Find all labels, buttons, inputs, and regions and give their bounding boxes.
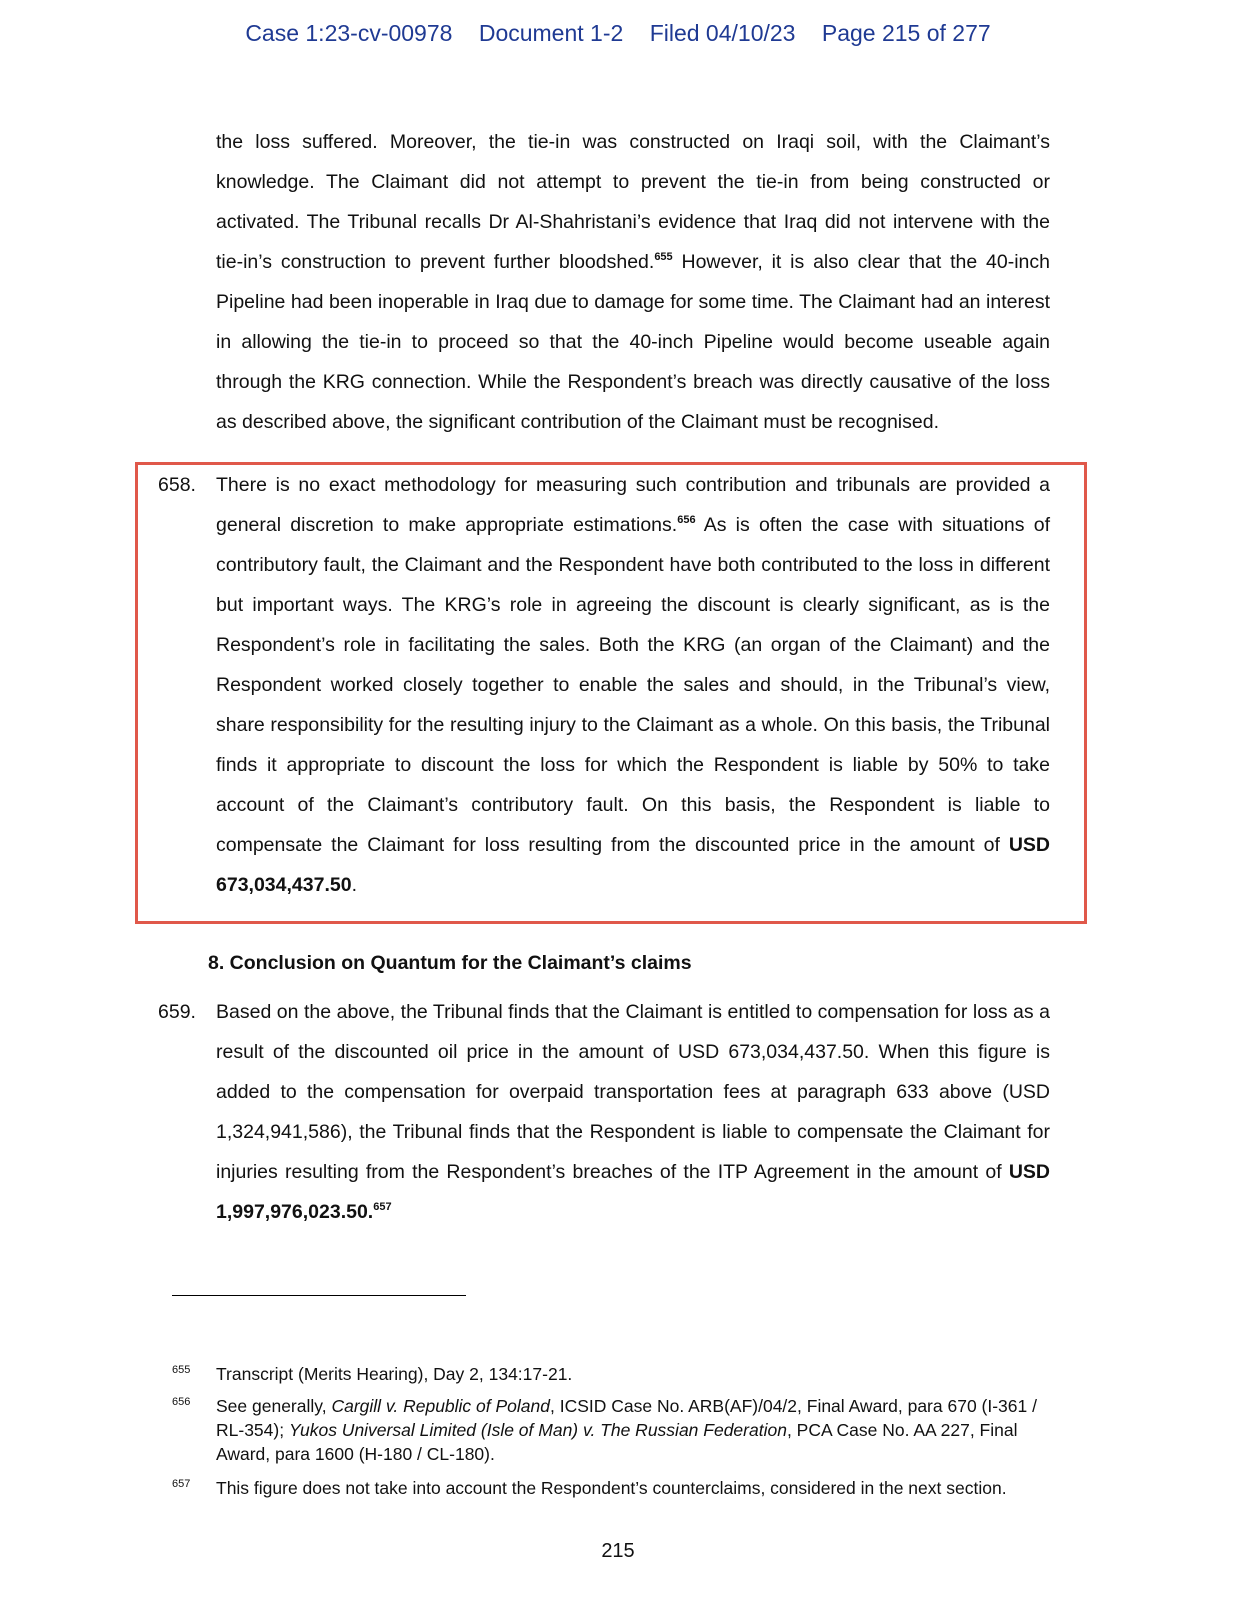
footnote-656: See generally, Cargill v. Republic of Poland, ICSID Case No. ARB(AF)/04/2, Final Award, para 670 (I-361 / RL-354); Yukos Universal Limited (Isle of Man) v. The Russian Federation, PCA Case No. AA 227, Final Award, para 1600 (H-180 / CL-180). <box>216 1396 1037 1464</box>
case-header <box>0 20 1236 47</box>
footnote-number-657: 657 <box>172 1478 191 1490</box>
paragraph-number-659: 659. <box>158 1001 196 1023</box>
paragraph-659: Based on the above, the Tribunal finds that the Claimant is entitled to compensation for loss as a result of the discounted oil price in the amount of USD 673,034,437.50. When this figure is added to the compensation for overpaid transportation fees at paragraph 633 above (USD 1,324,941,586), the Tribunal finds that the Respondent is liable to compensate the Claimant for injuries resulting from the Respondent’s breaches of the ITP Agreement in the amount of USD 1,997,976,023.50.$^{657}$ <box>216 1001 1050 1223</box>
case-number: Case 1:23-cv-00978 <box>245 20 453 46</box>
document-number: Document 1-2 <box>478 20 624 46</box>
footnote-number-655: 655 <box>172 1364 191 1376</box>
footnote-655: Transcript (Merits Hearing), Day 2, 134:17-21. <box>216 1364 573 1384</box>
footnote-ref-657[interactable]: 657 <box>373 1201 392 1213</box>
filed-date: Filed 04/10/23 <box>649 20 796 46</box>
footnote-number-656: 656 <box>172 1396 191 1408</box>
footnote-ref-656[interactable]: 656 <box>677 514 696 526</box>
page-indicator: Page 215 of 277 <box>821 20 991 46</box>
amount-658: USD 673,034,437.50 <box>216 834 1050 896</box>
paragraph-658: There is no exact methodology for measuring such contribution and tribunals are provided a general discretion to make appropriate estimations.$^{656}$ As is often the case with situations of contributory fault, the Claimant and the Respondent have both contributed to the loss in different but important ways. The KRG’s role in agreeing the discount is clearly significant, as is the Respondent’s role in facilitating the sales. Both the KRG (an organ of the Claimant) and the Respondent worked closely together to enable the sales and should, in the Tribunal’s view, share responsibility for the resulting injury to the Claimant as a whole. On this basis, the Tribunal finds it appropriate to discount the loss for which the Respondent is liable by 50% to take account of the Claimant’s contributory fault. On this basis, the Respondent is liable to compensate the Claimant for loss resulting from the discounted price in the amount of USD 673,034,437.50. <box>216 474 1050 896</box>
case-citation-yukos: Yukos Universal Limited (Isle of Man) v. The Russian Federation <box>288 1420 787 1440</box>
amount-659: USD 1,997,976,023.50. <box>216 1161 1050 1223</box>
footnote-separator <box>172 1295 466 1296</box>
section-heading: 8. Conclusion on Quantum for the Claimant’s claims <box>208 952 692 974</box>
paragraph-number-658: 658. <box>158 474 196 496</box>
paragraph-continued: the loss suffered. Moreover, the tie-in was constructed on Iraqi soil, with the Claimant’s knowledge. The Claimant did not attempt to prevent the tie-in from being constructed or activated. The Tribunal recalls Dr Al-Shahristani’s evidence that Iraq did not intervene with the tie-in’s construction to prevent further bloodshed.$^{655}$ However, it is also clear that the 40-inch Pipeline had been inoperable in Iraq due to damage for some time. The Claimant had an interest in allowing the tie-in to proceed so that the 40-inch Pipeline would become useable again through the KRG connection. While the Respondent’s breach was directly causative of the loss as described above, the significant contribution of the Claimant must be recognised. <box>216 131 1050 433</box>
page-number: 215 <box>601 1540 635 1562</box>
case-citation-cargill: Cargill v. Republic of Poland <box>331 1396 550 1416</box>
footnote-ref-655[interactable]: 655 <box>654 251 673 263</box>
footnote-657: This figure does not take into account the Respondent’s counterclaims, considered in the next section. <box>216 1478 1007 1498</box>
